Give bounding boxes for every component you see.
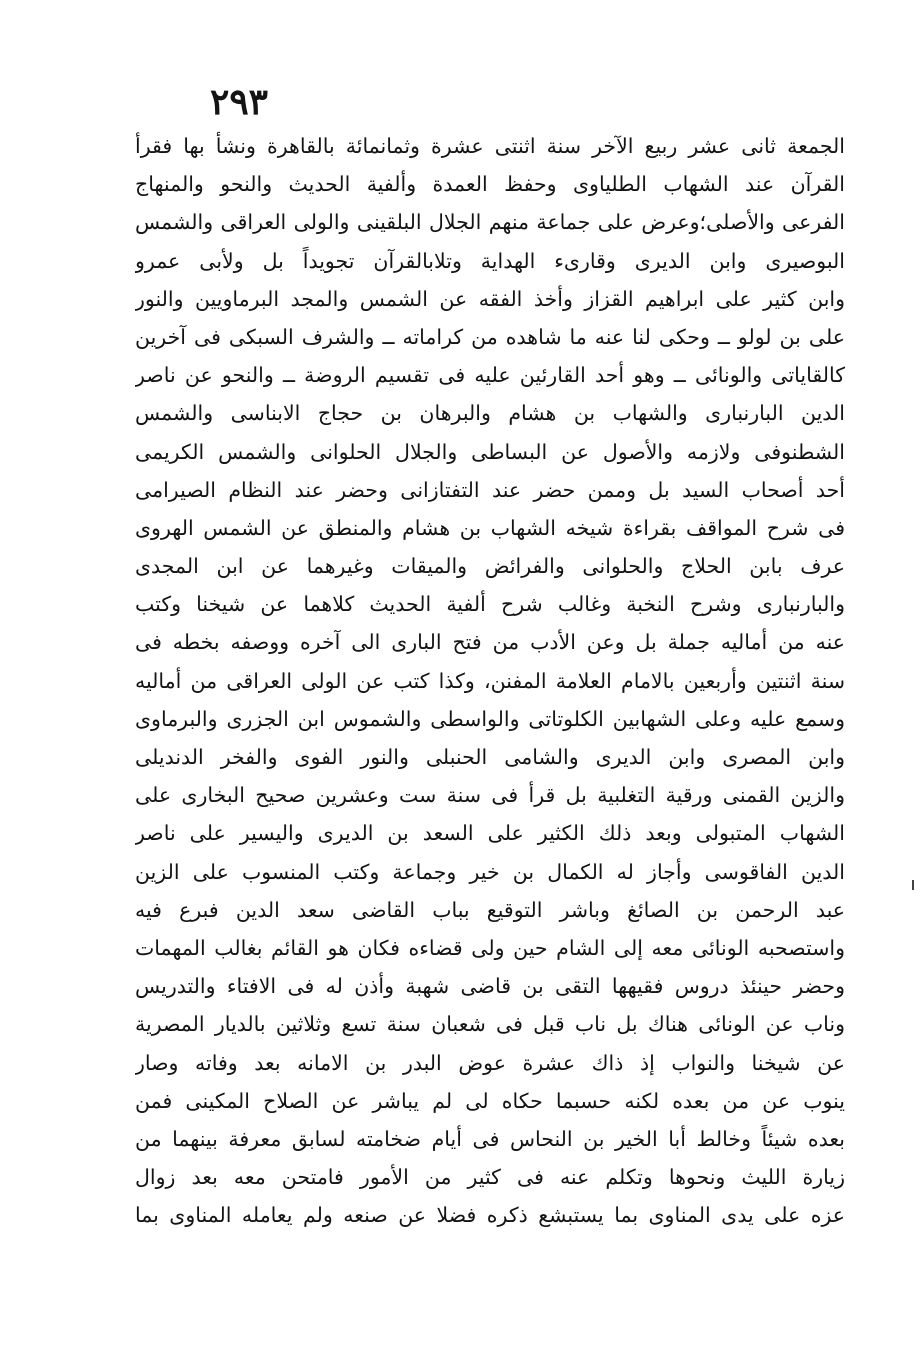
text-line: القرآن عند الشهاب الطلياوى وحفظ العمدة وألفية الحديث والنحو والمنهاج	[135, 172, 845, 197]
text-line: الشهاب المتبولى وبعد ذلك الكثير على السعد بن الديرى واليسير على ناصر	[135, 821, 845, 846]
text-line: سنة اثنتين وأربعين بالامام العلامة المفنن، وكذا كتب عن الولى العراقى من أماليه	[135, 668, 845, 693]
text-line: والبارنبارى وشرح النخبة وغالب شرح ألفية الحديث كلاهما عن شيخنا وكتب	[135, 592, 845, 617]
text-line: واستصحبه الونائى معه إلى الشام حين ولى قضاءه فكان هو القائم بغالب المهمات	[135, 935, 845, 960]
body-text	[135, 127, 845, 1234]
text-line: عبد الرحمن بن الصائغ وباشر التوقيع بباب القاضى سعد الدين فبرع فيه	[135, 897, 845, 922]
text-line: الدين الفاقوسى وأجاز له الكمال بن خير وجماعة وكتب المنسوب على الزين	[135, 859, 845, 884]
text-line: زيارة الليث ونحوها وتكلم عنه فى كثير من الأمور فامتحن معه بعد زوال	[135, 1165, 845, 1190]
text-line: وحضر حينئذ دروس فقيهها التقى بن قاضى شهبة وأذن له فى الافتاء والتدريس	[135, 974, 845, 999]
text-line: عزه على يدى المناوى بما يستبشع ذكره فضلا عن صنعه ولم يعامله المناوى بما	[135, 1203, 845, 1228]
text-line: على بن لولو ــ وحكى لنا عنه ما شاهده من كراماته ــ والشرف السبكى فى آخرين	[135, 324, 845, 349]
text-line: وناب عن الونائى هناك بل ناب قبل فى شعبان سنة تسع وثلاثين بالديار المصرية	[135, 1012, 845, 1037]
page-number: ٢٩٣	[210, 81, 269, 123]
text-line: بعده شيئاً وخالط أبا الخير بن النحاس فى أيام ضخامته لسابق معرفة بينهما من	[135, 1126, 845, 1151]
text-line: وابن كثير على ابراهيم القزاز وأخذ الفقه عن الشمس والمجد البرماويين والنور	[135, 286, 845, 311]
text-line: الشطنوفى ولازمه والأصول عن البساطى والجلال الحلوانى والشمس الكريمى	[135, 439, 845, 464]
text-line: الجمعة ثانى عشر ربيع الآخر سنة اثنتى عشرة وثمانمائة بالقاهرة ونشأ بها فقرأ	[135, 134, 845, 158]
text-line: ينوب عن من بعده لكنه حسبما حكاه لى لم يباشر عن الصلاح المكينى فمن	[135, 1088, 845, 1113]
text-line: وابن المصرى وابن الديرى والشامى الحنبلى والنور الفوى والفخر الدنديلى	[135, 745, 845, 769]
text-line: والزين القمنى ورقية التغلبية بل قرأ فى سنة ست وعشرين صحيح البخارى على	[135, 783, 845, 808]
text-line: كالقاياتى والونائى ــ وهو أحد القارئين عليه فى تقسيم الروضة ــ والنحو عن ناصر	[135, 363, 845, 388]
text-line: عنه من أماليه جملة بل وعن الأدب من فتح البارى الى آخره ووصفه بخطه فى	[135, 630, 845, 655]
text-line: الفرعى والأصلى؛وعرض على جماعة منهم الجلال البلقينى والولى العراقى والشمس	[135, 210, 845, 235]
text-line: فى شرح المواقف بقراءة شيخه الشهاب بن هشام والمنطق عن الشمس الهروى	[135, 515, 845, 540]
margin-mark	[912, 880, 914, 890]
text-line: وسمع عليه وعلى الشهابين الكلوتاتى والواسطى والشموس ابن الجزرى والبرماوى	[135, 706, 845, 731]
text-line: عرف بابن الحلاج والحلوانى والفرائض والميقات وغيرهما عن ابن المجدى	[135, 554, 845, 579]
text-line: البوصيرى وابن الديرى وقارىء الهداية وتلابالقرآن تجويداً بل ولأبى عمرو	[135, 248, 845, 273]
text-line: عن شيخنا والنواب إذ ذاك عشرة عوض البدر بن الامانه بعد وفاته وصار	[135, 1050, 845, 1075]
text-line: الدين البارنبارى والشهاب بن هشام والبرهان بن حجاج الابناسى والشمس	[135, 401, 845, 426]
text-line: أحد أصحاب السيد بل وممن حضر عند التفتازانى وحضر عند النظام الصيرامى	[135, 477, 845, 502]
